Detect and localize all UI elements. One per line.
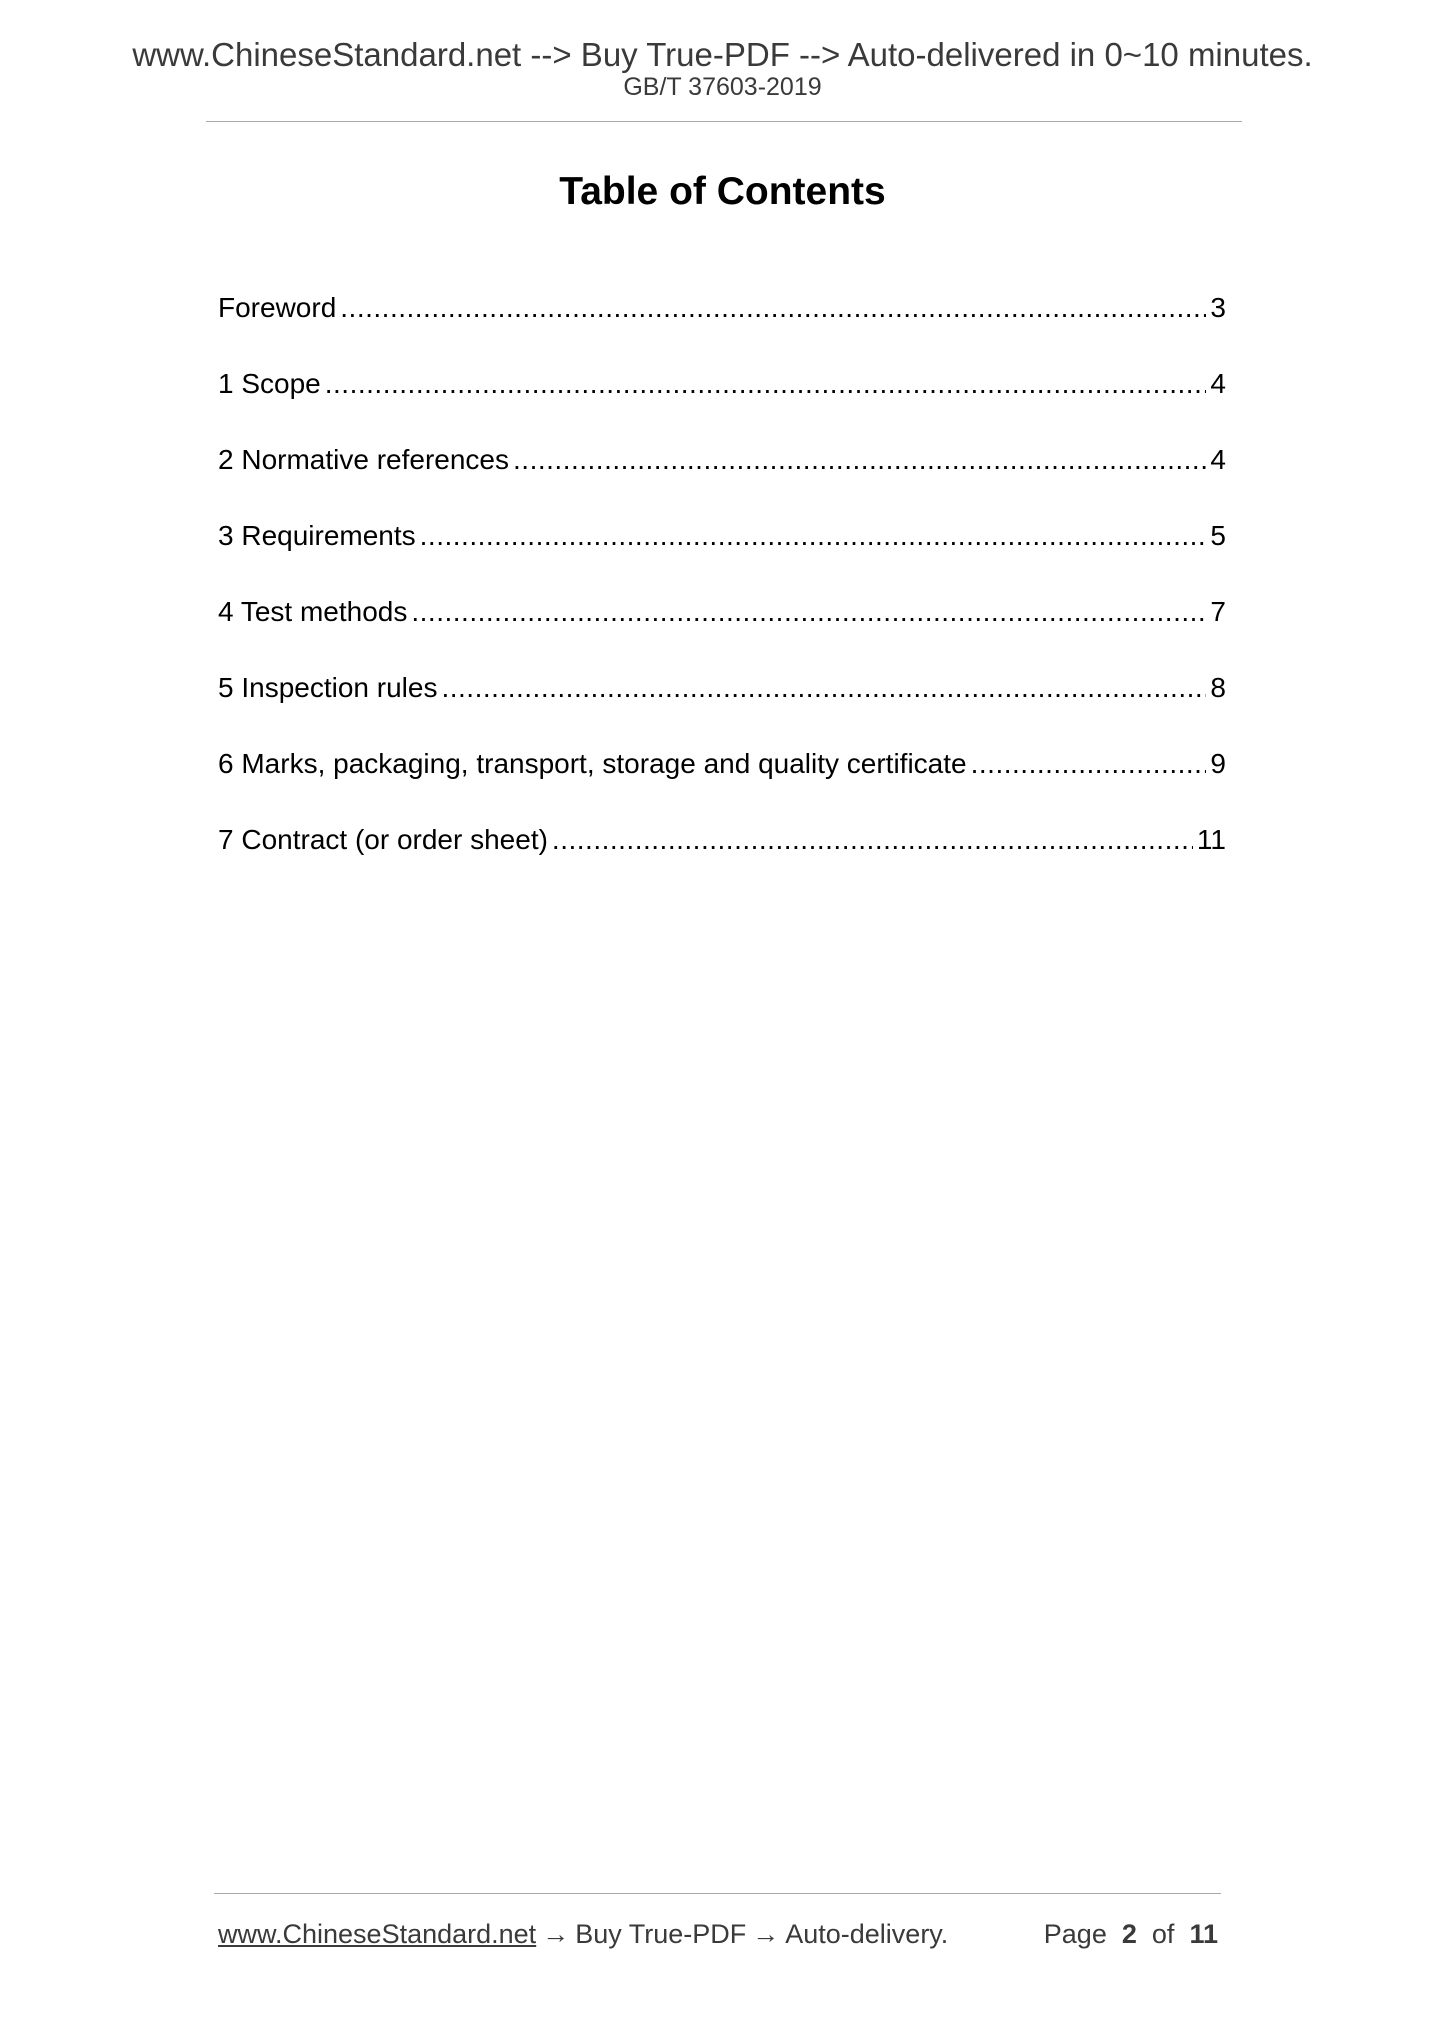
footer-site-link[interactable]: www.ChineseStandard.net bbox=[218, 1919, 537, 1949]
toc-entry-page: 8 bbox=[1210, 672, 1226, 703]
toc-entry-contract[interactable] bbox=[218, 822, 1226, 898]
toc-entry-page: 3 bbox=[1210, 292, 1226, 323]
toc-entry-page: 4 bbox=[1210, 368, 1226, 399]
toc-entry-page: 4 bbox=[1210, 444, 1226, 475]
toc-entry-label: 5 Inspection rules bbox=[218, 672, 438, 703]
toc-entry-test-methods[interactable] bbox=[218, 594, 1226, 670]
toc-dot-leader bbox=[441, 670, 1206, 706]
toc-dot-leader bbox=[325, 366, 1207, 402]
footer-promo bbox=[218, 1916, 948, 1952]
footer-buy-text: Buy True-PDF bbox=[575, 1919, 747, 1949]
toc-entry-normative-references[interactable] bbox=[218, 442, 1226, 518]
page-total: 11 bbox=[1189, 1919, 1218, 1949]
page-number bbox=[1044, 1916, 1218, 1952]
document-code: GB/T 37603-2019 bbox=[623, 73, 822, 101]
toc-entry-label: 6 Marks, packaging, transport, storage and quality certificate bbox=[218, 748, 967, 779]
arrow-right-icon: → bbox=[542, 1919, 570, 1949]
toc-dot-leader bbox=[971, 746, 1207, 782]
toc-entry-foreword[interactable] bbox=[218, 290, 1226, 366]
site-banner: www.ChineseStandard.net --> Buy True-PDF --> Auto-delivered in 0~10 minutes. bbox=[132, 36, 1313, 73]
header-divider bbox=[206, 121, 1242, 122]
toc-entry-inspection-rules[interactable] bbox=[218, 670, 1226, 746]
toc-dot-leader bbox=[340, 290, 1206, 326]
toc-entry-marks-packaging[interactable] bbox=[218, 746, 1226, 822]
toc-entry-page: 11 bbox=[1196, 824, 1226, 855]
toc-entry-label: Foreword bbox=[218, 292, 337, 323]
page-current: 2 bbox=[1121, 1919, 1137, 1949]
toc-entry-label: 7 Contract (or order sheet) bbox=[218, 824, 548, 855]
toc-entry-label: 4 Test methods bbox=[218, 596, 408, 627]
arrow-right-icon: → bbox=[752, 1919, 780, 1949]
footer-divider bbox=[214, 1893, 1221, 1894]
toc-list bbox=[218, 290, 1226, 898]
toc-entry-scope[interactable] bbox=[218, 366, 1226, 442]
toc-entry-page: 5 bbox=[1210, 520, 1226, 551]
toc-dot-leader bbox=[552, 822, 1193, 858]
toc-dot-leader bbox=[420, 518, 1207, 554]
toc-entry-label: 2 Normative references bbox=[218, 444, 510, 475]
toc-entry-requirements[interactable] bbox=[218, 518, 1226, 594]
footer-delivery-text: Auto-delivery. bbox=[785, 1919, 949, 1949]
toc-entry-page: 9 bbox=[1210, 748, 1226, 779]
page-title: Table of Contents bbox=[559, 170, 886, 213]
toc-entry-page: 7 bbox=[1210, 596, 1226, 627]
page-footer bbox=[218, 1916, 1218, 1952]
toc-dot-leader bbox=[513, 442, 1206, 478]
toc-entry-label: 1 Scope bbox=[218, 368, 321, 399]
page-word: Page bbox=[1043, 1919, 1107, 1949]
toc-entry-label: 3 Requirements bbox=[218, 520, 416, 551]
of-word: of bbox=[1151, 1919, 1175, 1949]
toc-dot-leader bbox=[411, 594, 1206, 630]
